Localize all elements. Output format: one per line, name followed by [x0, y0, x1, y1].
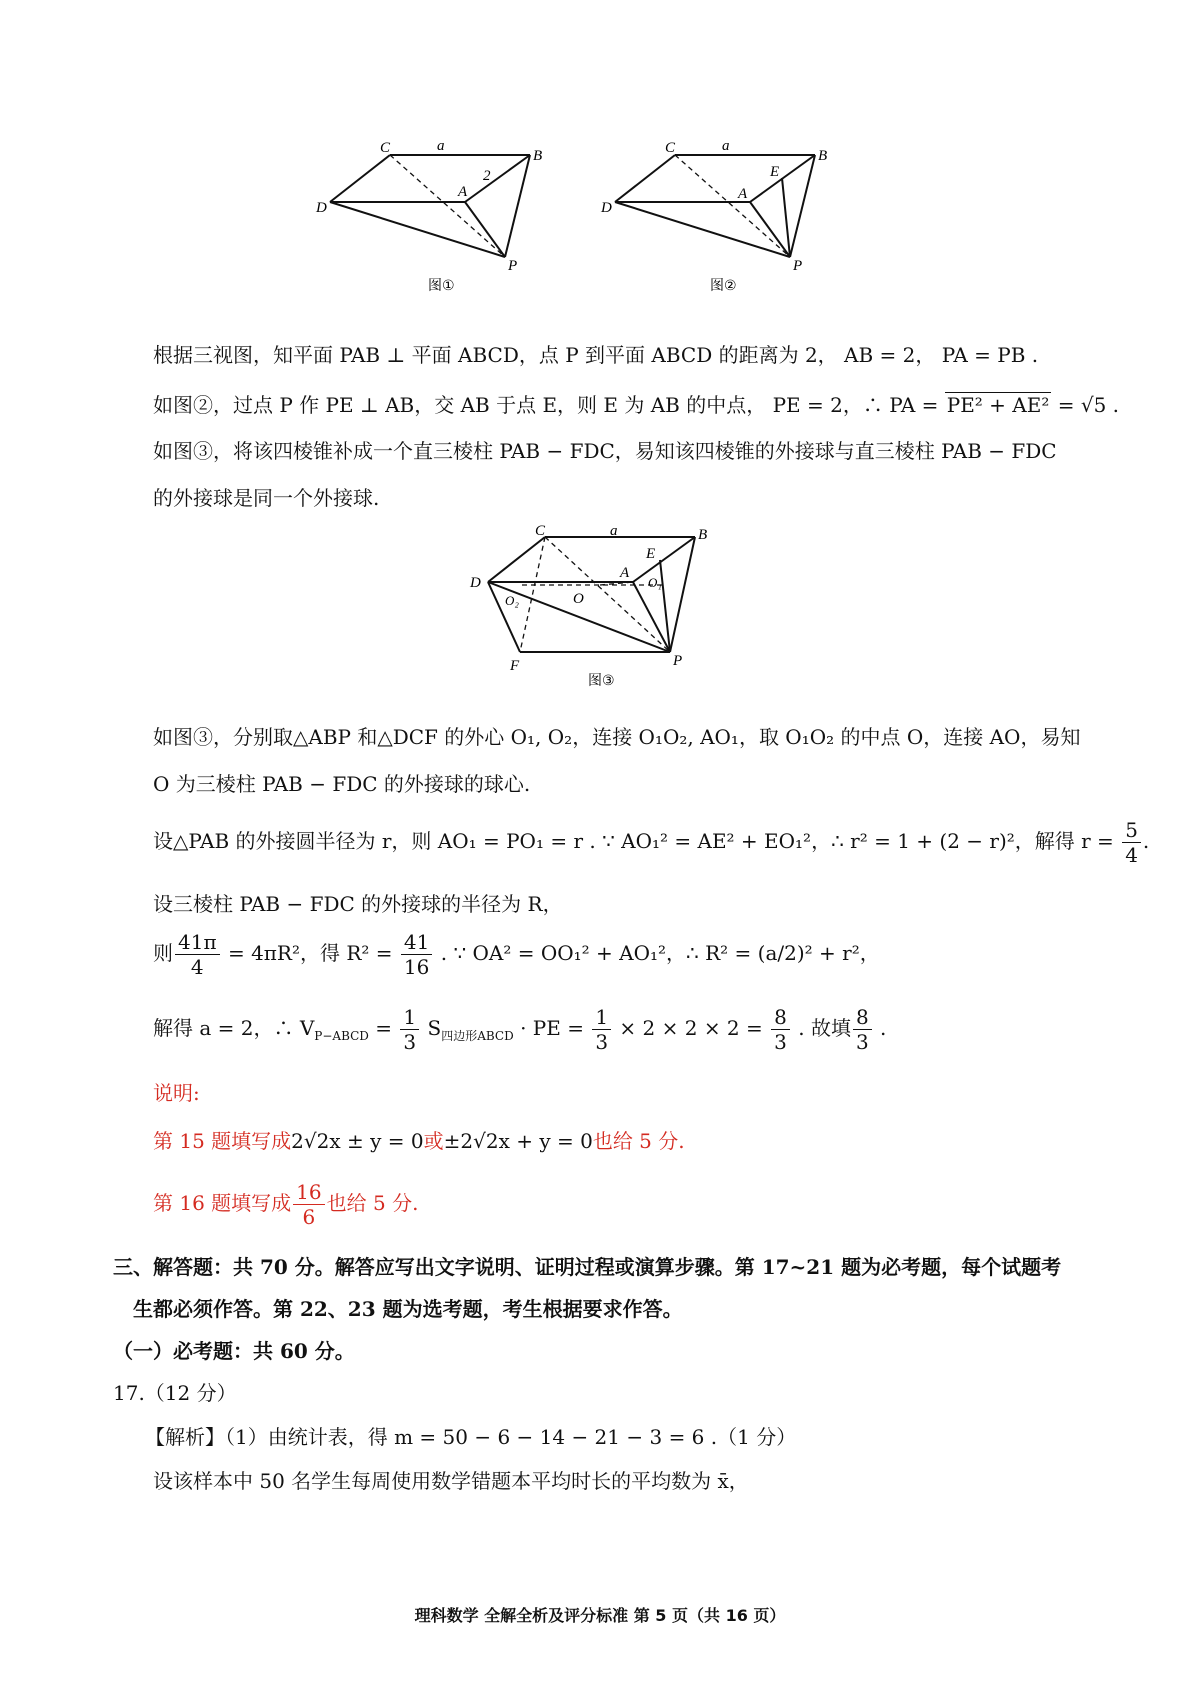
sqrt-expression: PE² + AE²	[946, 393, 1050, 417]
fraction-five-fourths: $\frac{5}{4}$	[1122, 818, 1141, 867]
fraction-1-3-b: $\frac{1}{3}$	[592, 1005, 611, 1054]
label-C: C	[665, 140, 676, 156]
note1-a: 第 15 题填写成	[153, 1129, 292, 1153]
label-O2: O₂	[505, 593, 519, 608]
fig1-caption: 图①	[428, 278, 455, 294]
fraction-41-16: $\frac{41}{16}$	[401, 930, 432, 979]
fraction-16-6: $\frac{16}{6}$	[293, 1180, 324, 1229]
line10-d: · PE =	[513, 1016, 591, 1040]
text-line-3: 如图③，将该四棱锥补成一个直三棱柱 PAB − FDC，易知该四棱锥的外接球与直三棱柱 PAB − FDC	[153, 439, 1057, 463]
note1-e: 也给 5 分.	[592, 1129, 685, 1153]
section-3-heading: 三、解答题：共 70 分。解答应写出文字说明、证明过程或演算步骤。第 17~21 题为必考题，每个试题考	[113, 1255, 1062, 1279]
label-A: A	[620, 565, 630, 581]
question-17-text: 设该样本中 50 名学生每周使用数学错题本平均时长的平均数为 x̄，	[153, 1469, 749, 1493]
section-3-heading-cont: 生都必须作答。第 22、23 题为选考题，考生根据要求作答。	[133, 1297, 683, 1321]
label-D: D	[601, 200, 612, 216]
text-line-7: 设△PAB 的外接圆半径为 r，则 AO₁ = PO₁ = r . ∵ AO₁² = AE² + EO₁²，∴ r² = 1 + (2 − r)²，解得 r = $\frac{5}{4}$ .	[153, 818, 1150, 867]
fraction-1-3-a: $\frac{1}{3}$	[400, 1005, 419, 1054]
line9-post: . ∵ OA² = OO₁² + AO₁²，∴ R² = (a/2)² + r²，	[434, 941, 880, 965]
label-O1: O₁	[648, 575, 662, 590]
area-subscript: 四边形ABCD	[441, 1029, 514, 1043]
line10-c: S	[421, 1016, 442, 1040]
text-line-4: 的外接球是同一个外接球.	[153, 486, 380, 510]
text-line-8: 设三棱柱 PAB − FDC 的外接球的半径为 R，	[153, 892, 563, 916]
label-O: O	[573, 591, 584, 607]
line10-g: .	[873, 1016, 887, 1040]
note2-b: 也给 5 分.	[326, 1191, 419, 1215]
question-17-analysis: 【解析】（1）由统计表，得 m = 50 − 6 − 14 − 21 − 3 = 6 .（1 分）	[145, 1425, 797, 1449]
note-title: 说明:	[153, 1081, 200, 1105]
text-line-9	[153, 930, 880, 979]
text-line-5: 如图③，分别取△ABP 和△DCF 的外心 O₁, O₂，连接 O₁O₂, AO₁，取 O₁O₂ 的中点 O，连接 AO，易知	[153, 725, 1081, 749]
volume-subscript: P−ABCD	[314, 1029, 369, 1043]
note1-d: ±2√2x + y = 0	[443, 1129, 593, 1153]
line10-e: × 2 × 2 × 2 =	[613, 1016, 770, 1040]
fig3-caption: 图③	[588, 673, 615, 689]
label-C: C	[380, 140, 391, 156]
label-A: A	[458, 184, 468, 200]
line10-a: 解得 a = 2，∴ V	[153, 1016, 315, 1040]
line10-f: . 故填	[791, 1016, 851, 1040]
label-P: P	[508, 258, 518, 274]
question-17-title: 17.（12 分）	[113, 1381, 237, 1405]
text-line-10	[153, 1005, 886, 1054]
label-E: E	[770, 164, 780, 180]
page-footer: 理科数学 全解全析及评分标准 第 5 页（共 16 页）	[414, 1606, 786, 1625]
line9-mid: = 4πR²，得 R² =	[221, 941, 399, 965]
figure-2	[601, 138, 850, 295]
label-F: F	[510, 658, 520, 674]
label-E: E	[646, 546, 656, 562]
fraction-8-3-b: $\frac{8}{3}$	[853, 1005, 872, 1054]
label-D: D	[470, 575, 481, 591]
figure-1	[316, 138, 555, 295]
note1-b: 2√2x ± y = 0	[291, 1129, 424, 1153]
note1-c: 或	[423, 1129, 444, 1153]
label-P: P	[673, 653, 683, 669]
line2-part-c: = √5 .	[1051, 393, 1120, 417]
note-line-2	[153, 1180, 418, 1229]
fraction-41pi-4: $\frac{41\pi}{4}$	[175, 930, 220, 979]
label-B: B	[533, 148, 543, 164]
label-P: P	[793, 258, 803, 274]
note-line-1	[153, 1127, 685, 1155]
line7-part-a: 设△PAB 的外接圆半径为 r，则 AO₁ = PO₁ = r . ∵ AO₁² = AE² + EO₁²，∴ r² = 1 + (2 − r)²，解得 r =	[153, 829, 1121, 853]
note2-a: 第 16 题填写成	[153, 1191, 292, 1215]
label-two: 2	[483, 168, 491, 184]
line10-b: =	[368, 1016, 399, 1040]
label-B: B	[818, 148, 828, 164]
label-a: a	[610, 523, 618, 539]
label-B: B	[698, 527, 708, 543]
text-line-1: 根据三视图，知平面 PAB ⊥ 平面 ABCD，点 P 到平面 ABCD 的距离为 2， AB = 2， PA = PB .	[153, 343, 1039, 367]
label-C: C	[535, 523, 546, 539]
label-a: a	[437, 138, 445, 154]
fraction-8-3-a: $\frac{8}{3}$	[771, 1005, 790, 1054]
subsection-heading: （一）必考题：共 60 分。	[113, 1339, 355, 1363]
label-D: D	[316, 200, 327, 216]
text-line-6: O 为三棱柱 PAB − FDC 的外接球的球心.	[153, 772, 531, 796]
line2-part-a: 如图②，过点 P 作 PE ⊥ AB，交 AB 于点 E，则 E 为 AB 的中点， PE = 2，∴ PA =	[153, 393, 945, 417]
figure-3	[470, 525, 730, 690]
line9-pre: 则	[153, 941, 173, 965]
fig2-caption: 图②	[710, 278, 737, 294]
label-A: A	[738, 186, 748, 202]
label-a: a	[722, 138, 730, 154]
text-line-2	[153, 391, 1119, 419]
